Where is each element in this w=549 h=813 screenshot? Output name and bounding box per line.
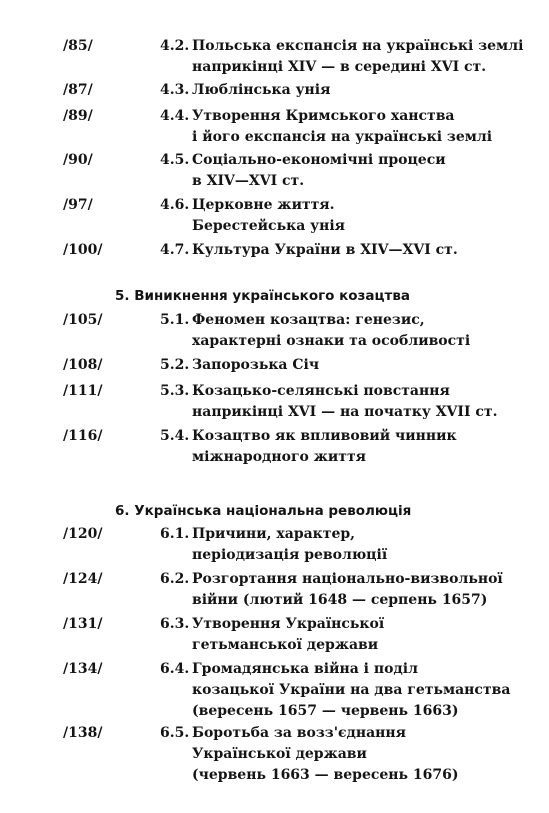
- toc-item-title: [192, 524, 387, 566]
- toc-title-line: міжнародного життя: [192, 449, 366, 465]
- toc-title-line: наприкінці XIV — в середині XVI ст.: [192, 59, 487, 75]
- toc-item-title: [192, 195, 345, 237]
- toc-page-number: /90/: [63, 152, 93, 168]
- toc-item-number: 6.5.: [160, 725, 190, 741]
- toc-title-line: війни (лютий 1648 — серпень 1657): [192, 592, 488, 608]
- toc-title-line: (червень 1663 — вересень 1676): [192, 767, 459, 783]
- toc-title-line: в XIV—XVI ст.: [192, 173, 305, 189]
- toc-title-line: Польська експансія на українські землі: [192, 38, 524, 54]
- toc-page-number: /111/: [63, 383, 103, 399]
- toc-item-title: [192, 80, 330, 101]
- toc-item-number: 4.3.: [160, 82, 190, 98]
- toc-item-number: 5.1.: [160, 312, 190, 328]
- section-heading: 6. Українська національна революція: [115, 503, 412, 519]
- toc-page-number: /105/: [63, 312, 103, 328]
- toc-title-line: періодизація революції: [192, 547, 388, 563]
- toc-page-number: /97/: [63, 197, 93, 213]
- toc-title-line: Української держави: [192, 746, 367, 762]
- toc-page-number: /89/: [63, 108, 93, 124]
- toc-item-number: 5.2.: [160, 357, 190, 373]
- toc-title-line: Люблінська унія: [192, 82, 331, 98]
- toc-title-line: Берестейська унія: [192, 218, 346, 234]
- toc-page-number: /85/: [63, 38, 93, 54]
- toc-title-line: (вересень 1657 — червень 1663): [192, 703, 459, 719]
- toc-item-number: 4.5.: [160, 152, 190, 168]
- toc-title-line: і його експансія на українські землі: [192, 129, 493, 145]
- toc-page-number: /100/: [63, 242, 103, 258]
- toc-item-title: [192, 381, 497, 423]
- toc-page-number: /138/: [63, 725, 103, 741]
- toc-item-number: 4.7.: [160, 242, 190, 258]
- toc-item-title: [192, 426, 457, 468]
- section-heading: 5. Виникнення українського козацтва: [115, 288, 410, 304]
- toc-title-line: Феномен козацтва: генезис,: [192, 312, 425, 328]
- toc-title-line: гетьманської держави: [192, 637, 379, 653]
- toc-title-line: Причини, характер,: [192, 526, 356, 542]
- toc-title-line: наприкінці XVI — на початку XVII ст.: [192, 404, 498, 420]
- toc-title-line: Соціально-економічні процеси: [192, 152, 446, 168]
- toc-item-title: [192, 569, 503, 611]
- toc-title-line: Утворення Кримського ханства: [192, 108, 455, 124]
- toc-item-number: 4.6.: [160, 197, 190, 213]
- toc-title-line: Козацько-селянські повстання: [192, 383, 450, 399]
- toc-title-line: Боротьба за возз'єднання: [192, 725, 406, 741]
- toc-title-line: Церковне життя.: [192, 197, 335, 213]
- toc-title-line: Громадянська війна і поділ: [192, 661, 418, 677]
- toc-item-title: [192, 355, 319, 376]
- toc-page-number: /120/: [63, 526, 103, 542]
- toc-item-title: [192, 150, 446, 192]
- toc-page-number: /116/: [63, 428, 103, 444]
- toc-title-line: Козацтво як впливовий чинник: [192, 428, 457, 444]
- toc-title-line: Утворення Української: [192, 616, 385, 632]
- toc-page-number: /87/: [63, 82, 93, 98]
- toc-title-line: Культура України в XIV—XVI ст.: [192, 242, 458, 258]
- toc-page-number: /134/: [63, 661, 103, 677]
- toc-item-number: 4.2.: [160, 38, 190, 54]
- toc-title-line: Запорозька Січ: [192, 357, 320, 373]
- toc-item-number: 5.3.: [160, 383, 190, 399]
- toc-page-number: /124/: [63, 571, 103, 587]
- toc-title-line: козацької України на два гетьманства: [192, 682, 511, 698]
- toc-item-title: [192, 659, 510, 722]
- toc-item-number: 6.3.: [160, 616, 190, 632]
- toc-item-number: 4.4.: [160, 108, 190, 124]
- toc-item-title: [192, 310, 470, 352]
- toc-page-number: /108/: [63, 357, 103, 373]
- toc-title-line: характерні ознаки та особливості: [192, 333, 471, 349]
- toc-item-number: 6.4.: [160, 661, 190, 677]
- toc-page-number: /131/: [63, 616, 103, 632]
- toc-item-title: [192, 723, 459, 786]
- toc-item-title: [192, 240, 458, 261]
- toc-item-title: [192, 36, 523, 78]
- toc-item-title: [192, 614, 384, 656]
- toc-item-number: 6.2.: [160, 571, 190, 587]
- toc-item-number: 5.4.: [160, 428, 190, 444]
- toc-item-title: [192, 106, 492, 148]
- toc-item-number: 6.1.: [160, 526, 190, 542]
- toc-title-line: Розгортання національно-визвольної: [192, 571, 503, 587]
